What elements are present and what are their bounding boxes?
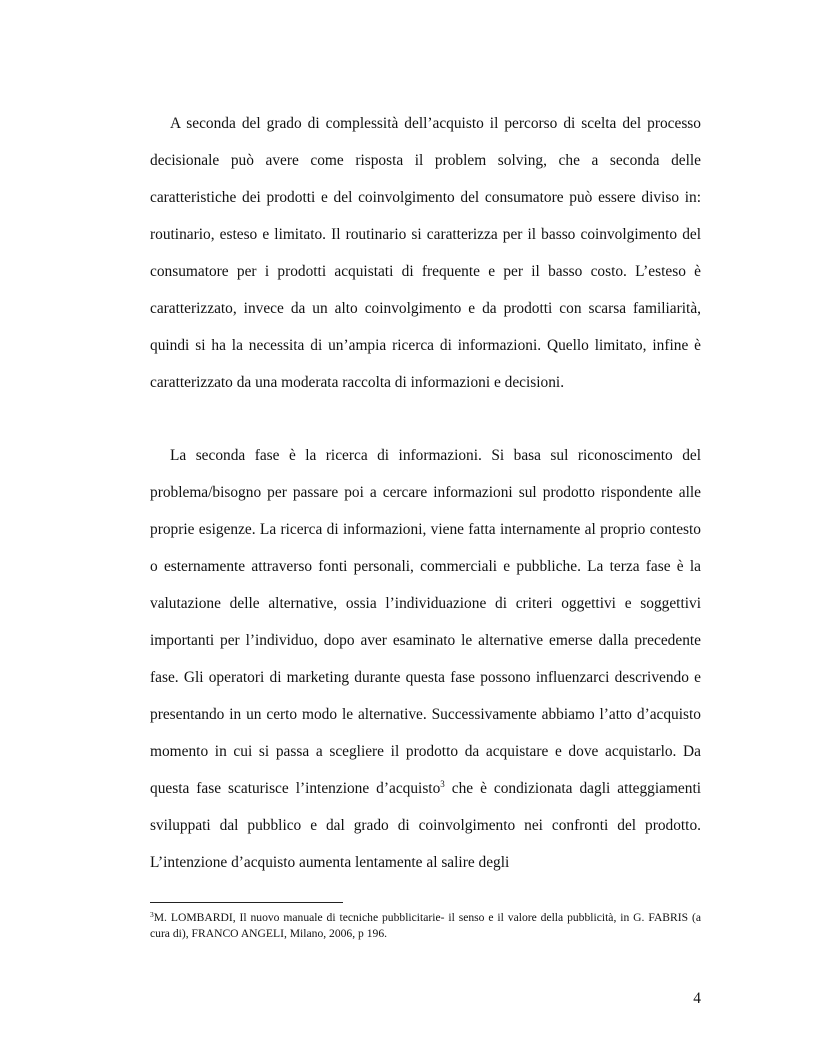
footnote-separator — [150, 902, 343, 903]
body-paragraph-1: A seconda del grado di complessità dell’acquisto il percorso di scelta del processo decisionale può avere come risposta il problem solving, che a seconda delle caratteristiche dei prodotti e del coinvolgimento del consumatore può essere diviso in: routinario, esteso e limitato. Il routinario si caratterizza per il basso coinvolgimento del consumatore per i prodotti acquistati di frequente e per il basso costo. L’esteso è caratterizzato, invece da un alto coinvolgimento e da prodotti con scarsa familiarità, quindi si ha la necessita di un’ampia ricerca di informazioni. Quello limitato, infine è caratterizzato da una moderata raccolta di informazioni e decisioni. — [150, 115, 701, 391]
footnote — [150, 910, 701, 942]
footnote-text: M. LOMBARDI, Il nuovo manuale di tecniche pubblicitarie- il senso e il valore della pubblicità, in G. FABRIS (a cura di), FRANCO ANGELI, Milano, 2006, p 196. — [150, 911, 701, 940]
body-paragraph-2-continued: che è condizionata dagli atteggiamenti sviluppati dal pubblico e dal grado di coinvolgimento nei confronti del prodotto. L’intenzione d’acquisto aumenta lentamente al salire degli — [150, 780, 701, 871]
page-number: 4 — [693, 990, 701, 1007]
footnote-reference: 3 — [440, 779, 445, 789]
body-paragraph-2 — [150, 437, 701, 881]
footnote-number: 3 — [150, 910, 154, 919]
body-paragraph-2-text: La seconda fase è la ricerca di informazioni. Si basa sul riconoscimento del problema/bisogno per passare poi a cercare informazioni sul prodotto rispondente alle proprie esigenze. La ricerca di informazioni, viene fatta internamente al proprio contesto o esternamente attraverso fonti personali, commerciali e pubbliche. La terza fase è la valutazione delle alternative, ossia l’individuazione di criteri oggettivi e soggettivi importanti per l’individuo, dopo aver esaminato le alternative emerse dalla precedente fase. Gli operatori di marketing durante questa fase possono influenzarci descrivendo e presentando in un certo modo le alternative. Successivamente abbiamo l’atto d’acquisto momento in cui si passa a scegliere il prodotto da acquistare e dove acquistarlo. Da questa fase scaturisce l’intenzione d’acquisto — [150, 447, 701, 797]
